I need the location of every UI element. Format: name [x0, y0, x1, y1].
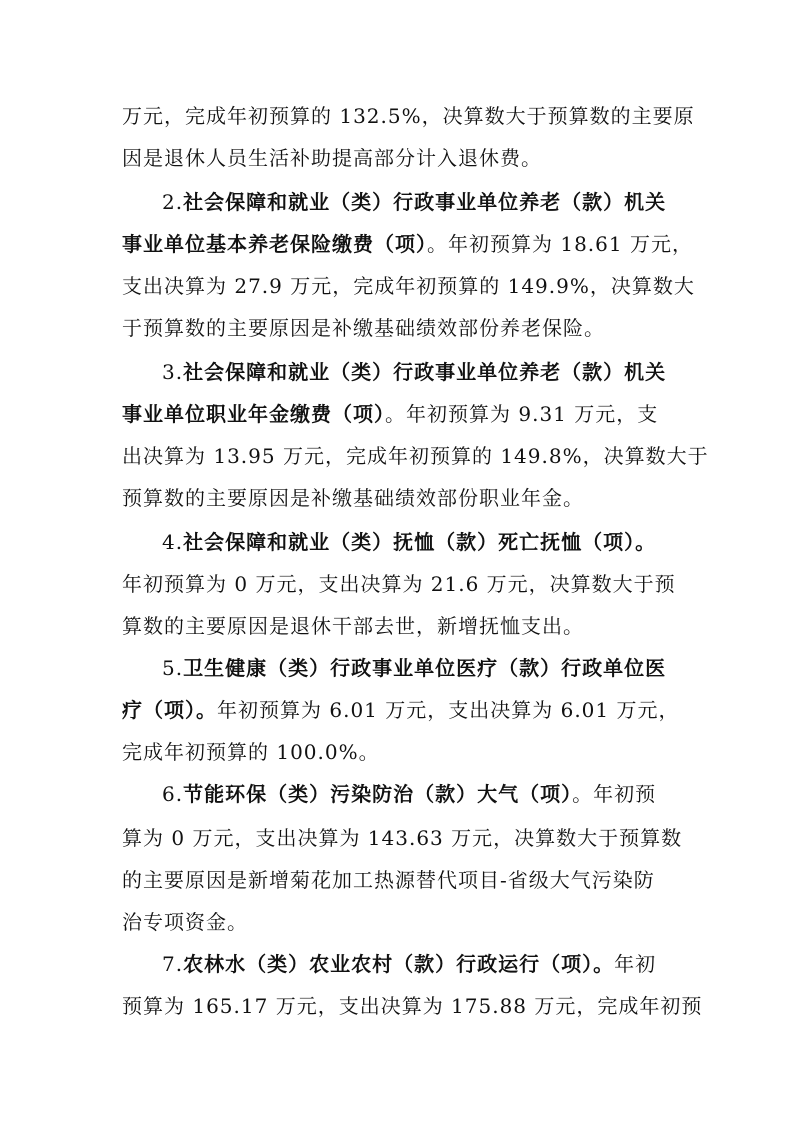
line-text: 的主要原因是新增菊花加工热源替代项目-省级大气污染防 — [122, 868, 655, 892]
item-heading: 节能环保（类）污染防治（款）大气（项） — [183, 782, 573, 806]
line-text: 年初 — [614, 952, 657, 976]
paragraph-line — [122, 868, 682, 892]
item-heading-line — [162, 782, 722, 806]
item-heading: 疗（项）。 — [122, 698, 217, 722]
item-number: 3. — [162, 360, 184, 384]
paragraph-line — [122, 740, 682, 764]
paragraph-line — [122, 486, 682, 510]
item-heading: 社会保障和就业（类）行政事业单位养老（款）机关 — [183, 360, 667, 384]
line-text: 完成年初预算的 100.0%。 — [122, 740, 380, 764]
paragraph-line — [122, 316, 682, 340]
item-number: 7. — [162, 952, 184, 976]
item-heading: 事业单位基本养老保险缴费（项） — [122, 232, 427, 256]
line-text: 万元，完成年初预算的 132.5%，决算数大于预算数的主要原 — [122, 104, 695, 128]
item-heading-line — [122, 232, 693, 256]
paragraph-line — [122, 826, 682, 850]
line-text: 预算为 165.17 万元，支出决算为 175.88 万元，完成年初预 — [122, 994, 703, 1018]
paragraph-line — [122, 572, 682, 596]
line-text: 算为 0 万元，支出决算为 143.63 万元，决算数大于预算数 — [122, 826, 683, 850]
line-text: 年初预算为 0 万元，支出决算为 21.6 万元，决算数大于预 — [122, 572, 676, 596]
line-text: 出决算为 13.95 万元，完成年初预算的 149.8%，决算数大于 — [122, 444, 709, 468]
line-text: 年初预算为 6.01 万元，支出决算为 6.01 万元， — [217, 698, 680, 722]
item-heading: 社会保障和就业（类）行政事业单位养老（款）机关 — [183, 190, 667, 214]
item-number: 4. — [162, 530, 184, 554]
line-text: 。年初预算为 9.31 万元，支 — [385, 402, 659, 426]
item-heading: 事业单位职业年金缴费（项） — [122, 402, 385, 426]
line-text: 。年初预 — [572, 782, 657, 806]
paragraph-line — [122, 444, 709, 468]
paragraph-line — [122, 146, 682, 170]
item-heading-line — [122, 698, 682, 722]
item-heading-line — [162, 530, 722, 554]
line-text: 预算数的主要原因是补缴基础绩效部份职业年金。 — [122, 486, 584, 510]
line-text: 于预算数的主要原因是补缴基础绩效部份养老保险。 — [122, 316, 605, 340]
paragraph-line — [122, 274, 695, 298]
item-heading-line — [162, 952, 722, 976]
line-text: 。年初预算为 18.61 万元， — [427, 232, 693, 256]
paragraph-line — [122, 994, 703, 1018]
item-heading-line — [162, 360, 722, 384]
item-heading-line — [122, 402, 682, 426]
item-number: 2. — [162, 190, 184, 214]
item-number: 6. — [162, 782, 184, 806]
line-text: 因是退休人员生活补助提高部分计入退休费。 — [122, 146, 542, 170]
paragraph-line — [122, 614, 682, 638]
line-text: 治专项资金。 — [122, 910, 248, 934]
item-heading: 卫生健康（类）行政事业单位医疗（款）行政单位医 — [183, 656, 667, 680]
line-text: 支出决算为 27.9 万元，完成年初预算的 149.9%，决算数大 — [122, 274, 695, 298]
item-heading: 社会保障和就业（类）抚恤（款）死亡抚恤（项）。 — [183, 530, 657, 554]
item-heading: 农林水（类）农业农村（款）行政运行（项）。 — [183, 952, 615, 976]
paragraph-line — [122, 910, 682, 934]
item-number: 5. — [162, 656, 184, 680]
item-heading-line — [162, 656, 722, 680]
item-heading-line — [162, 190, 722, 214]
line-text: 算数的主要原因是退休干部去世，新增抚恤支出。 — [122, 614, 584, 638]
paragraph-line — [122, 104, 695, 128]
